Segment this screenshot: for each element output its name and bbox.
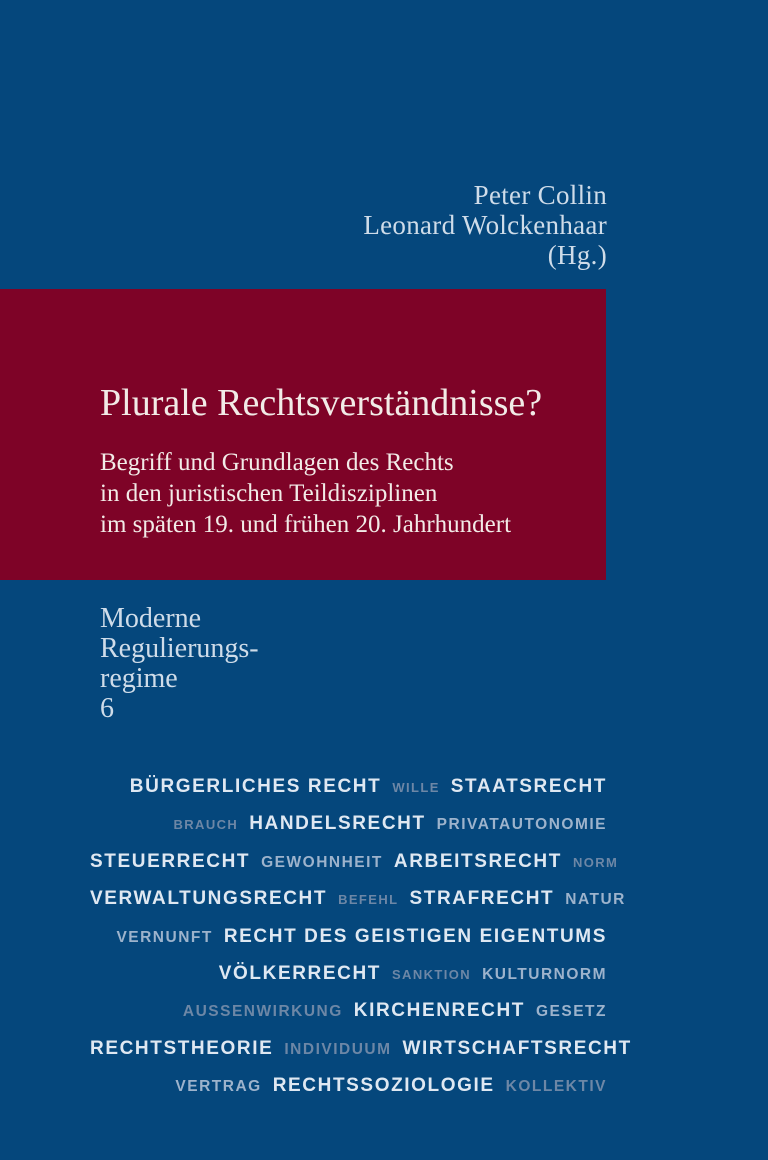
legal-term: VERWALTUNGSRECHT — [90, 888, 328, 910]
legal-term: RECHTSTHEORIE — [90, 1037, 274, 1059]
legal-term: SANKTION — [391, 966, 472, 982]
legal-term: BEFEHL — [338, 892, 399, 908]
word-cloud-line — [90, 1030, 632, 1067]
legal-term: RECHTSSOZIOLOGIE — [272, 1075, 495, 1097]
series-title-line: regime — [100, 663, 178, 694]
book-title: Plurale Rechtsverständnisse? — [100, 382, 543, 424]
legal-term: KOLLEKTIV — [505, 1078, 607, 1096]
book-subtitle — [100, 447, 606, 540]
legal-term: GESETZ — [535, 1003, 607, 1021]
legal-term: AUSSENWIRKUNG — [182, 1003, 343, 1021]
legal-term: STEUERRECHT — [90, 850, 251, 872]
legal-term: RECHT DES GEISTIGEN EIGENTUMS — [223, 925, 607, 947]
legal-term: VERNUNFT — [116, 928, 213, 946]
word-cloud-line — [90, 805, 607, 842]
legal-term: STRAFRECHT — [409, 888, 555, 910]
legal-term: STAATSRECHT — [450, 776, 607, 797]
legal-term: GEWOHNHEIT — [261, 853, 383, 871]
legal-term: WIRTSCHAFTSRECHT — [402, 1037, 632, 1059]
legal-term: KIRCHENRECHT — [353, 1000, 525, 1022]
word-cloud-line — [90, 768, 607, 805]
word-cloud-line — [90, 880, 626, 917]
word-cloud-line — [90, 992, 607, 1029]
series-title-line: Moderne — [100, 603, 202, 634]
legal-term: NATUR — [565, 891, 626, 909]
series-block — [100, 604, 259, 724]
word-cloud-line — [90, 955, 607, 992]
legal-terms-word-cloud — [90, 768, 632, 1105]
legal-term: NORM — [572, 854, 619, 870]
author-name: Leonard Wolckenhaar — [363, 210, 607, 240]
legal-term: VÖLKERRECHT — [218, 962, 381, 984]
editor-abbreviation: (Hg.) — [547, 240, 607, 270]
word-cloud-line — [90, 1067, 607, 1104]
legal-term: ARBEITSRECHT — [393, 850, 562, 872]
legal-term: WILLE — [392, 780, 440, 795]
legal-term: BRAUCH — [173, 817, 239, 833]
author-name: Peter Collin — [473, 180, 607, 210]
legal-term: BÜRGERLICHES RECHT — [129, 776, 382, 797]
legal-term: INDIVIDUUM — [284, 1040, 392, 1058]
subtitle-line: Begriff und Grundlagen des Rechts — [100, 449, 454, 476]
author-block — [363, 180, 607, 270]
legal-term: HANDELSRECHT — [249, 813, 426, 835]
title-band — [0, 289, 606, 580]
subtitle-line: im späten 19. und frühen 20. Jahrhundert — [100, 511, 512, 538]
word-cloud-line — [90, 918, 607, 955]
legal-term: KULTURNORM — [482, 965, 607, 983]
legal-term: VERTRAG — [175, 1078, 262, 1096]
series-title-line: Regulierungs- — [100, 633, 259, 664]
series-volume-number: 6 — [100, 693, 114, 724]
legal-term: PRIVATAUTONOMIE — [436, 816, 607, 834]
word-cloud-line — [90, 843, 619, 880]
subtitle-line: in den juristischen Teildisziplinen — [100, 480, 438, 507]
